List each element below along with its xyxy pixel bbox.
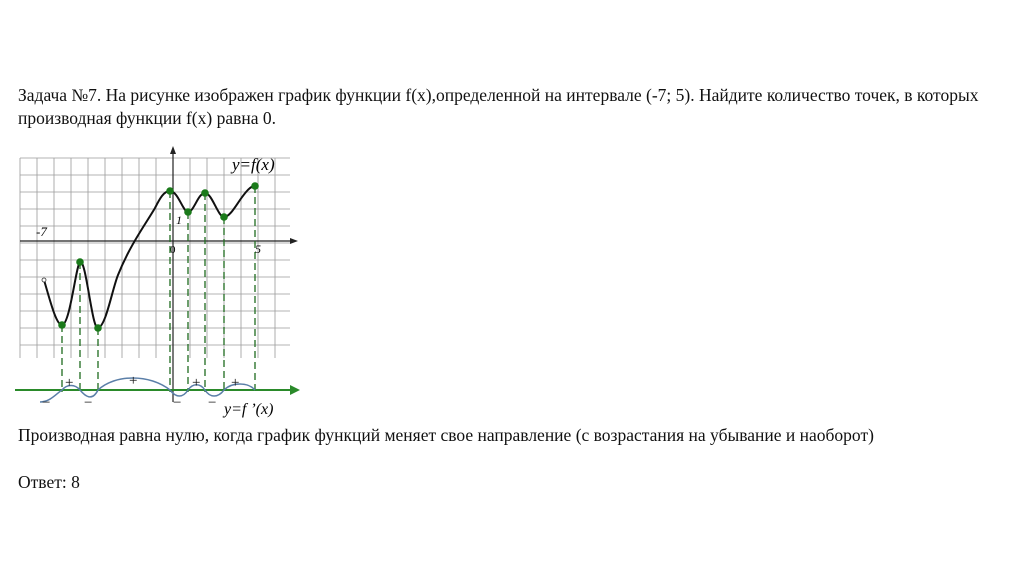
x-axis-arrow <box>290 238 298 244</box>
tick-label-one: 1 <box>176 213 182 227</box>
problem-statement: Задача №7. На рисунке изображен график функции f(x),определенной на интервале (-7; 5). Найдите количество точек, в которых производная функции f(x) равна 0. <box>18 85 979 128</box>
function-graph <box>0 140 310 420</box>
sign-minus: − <box>173 395 182 411</box>
answer: Ответ: 8 <box>18 472 80 492</box>
tick-label-zero: 0 <box>170 244 176 256</box>
stationary-point <box>251 182 259 190</box>
sign-plus: + <box>129 373 138 389</box>
sign-minus: − <box>208 395 217 411</box>
function-label: y=f(x) <box>232 155 275 174</box>
stationary-point <box>58 321 66 329</box>
derivative-axis-arrow <box>290 385 300 395</box>
explanation: Производная равна нулю, когда график функций меняет свое направление (с возрастания на убывание и наоборот) <box>18 425 874 445</box>
stationary-point <box>76 258 84 266</box>
open-endpoint <box>42 278 46 282</box>
derivative-label: y=f ’(x) <box>224 401 274 418</box>
sign-plus: + <box>192 375 201 391</box>
sign-minus: − <box>42 395 51 411</box>
stationary-point <box>94 324 102 332</box>
sign-minus: − <box>84 395 93 411</box>
sign-plus: + <box>65 375 74 391</box>
stationary-point <box>201 189 209 197</box>
sign-plus: + <box>231 375 240 391</box>
tick-label-five: 5 <box>255 242 261 256</box>
stationary-point <box>166 187 174 195</box>
stationary-point <box>184 208 192 216</box>
stationary-point <box>220 213 228 221</box>
tick-label-neg7: -7 <box>36 224 47 239</box>
y-axis-arrow <box>170 146 176 154</box>
function-curve <box>44 186 258 328</box>
